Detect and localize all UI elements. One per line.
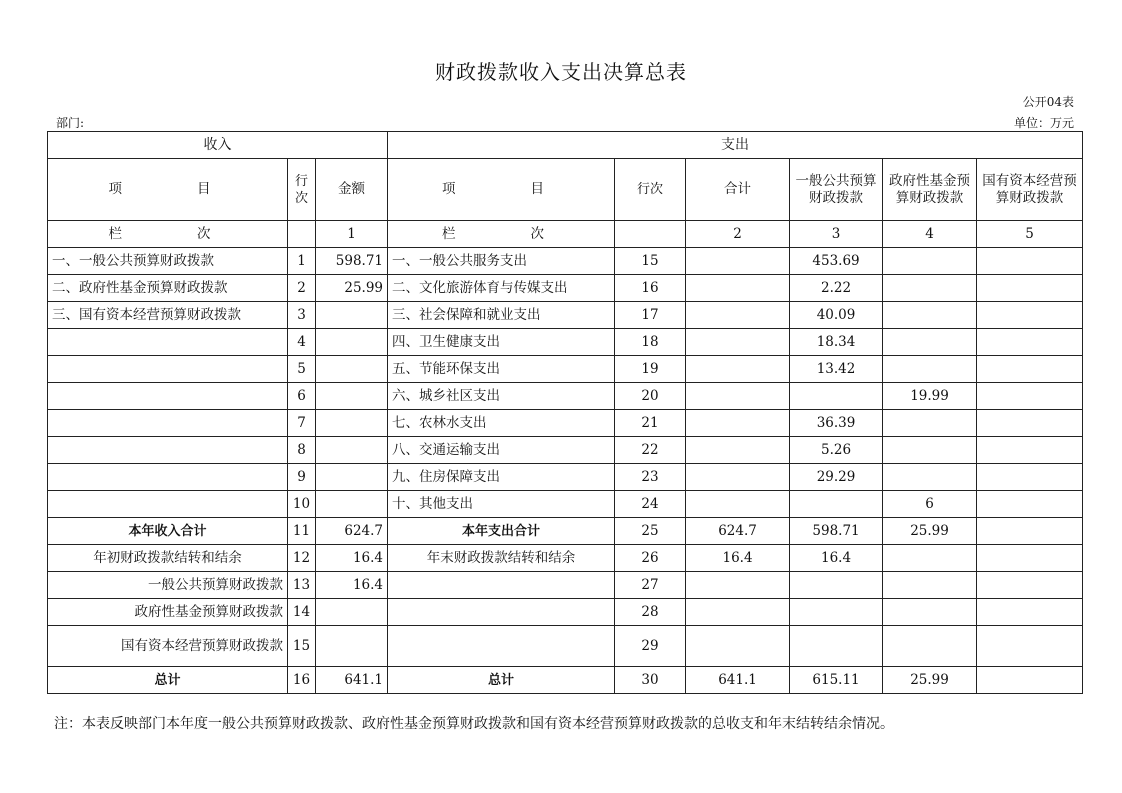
expense-total-cell <box>686 275 790 302</box>
expense-row-no-cell: 22 <box>615 437 686 464</box>
general-budget-cell <box>790 599 883 626</box>
state-capital-cell <box>977 518 1083 545</box>
income-item-cell: 二、政府性基金预算财政拨款 <box>48 275 288 302</box>
expense-item-cell: 总计 <box>388 667 615 694</box>
gov-fund-header: 政府性基金预算财政拨款 <box>883 159 977 221</box>
income-item-cell: 年初财政拨款结转和结余 <box>48 545 288 572</box>
state-capital-cell <box>977 248 1083 275</box>
income-item-header: 项 目 <box>48 159 288 221</box>
header-row-column-numbers <box>48 221 1083 248</box>
state-capital-cell <box>977 329 1083 356</box>
expense-total-cell <box>686 572 790 599</box>
income-amount-cell <box>316 437 388 464</box>
gov-fund-cell <box>883 626 977 667</box>
state-capital-cell <box>977 545 1083 572</box>
expense-total-cell <box>686 464 790 491</box>
expense-row-no-cell: 21 <box>615 410 686 437</box>
income-row-no-cell: 14 <box>288 599 316 626</box>
gov-fund-cell <box>883 329 977 356</box>
income-row-no-header: 行次 <box>288 159 316 221</box>
general-budget-cell: 18.34 <box>790 329 883 356</box>
unit-label: 单位：万元 <box>1013 116 1074 130</box>
income-amount-cell: 25.99 <box>316 275 388 302</box>
state-capital-header: 国有资本经营预算财政拨款 <box>977 159 1083 221</box>
budget-summary-table <box>47 131 1083 694</box>
expense-row-no-cell: 17 <box>615 302 686 329</box>
income-header: 收入 <box>48 132 388 159</box>
general-budget-cell: 453.69 <box>790 248 883 275</box>
table-row <box>48 329 1083 356</box>
income-item-cell: 三、国有资本经营预算财政拨款 <box>48 302 288 329</box>
income-row-no-cell: 3 <box>288 302 316 329</box>
state-capital-cell <box>977 410 1083 437</box>
general-budget-cell: 598.71 <box>790 518 883 545</box>
income-amount-cell: 641.1 <box>316 667 388 694</box>
income-amount-cell <box>316 626 388 667</box>
income-row-no-cell: 2 <box>288 275 316 302</box>
expense-total-cell <box>686 437 790 464</box>
gov-fund-cell: 25.99 <box>883 518 977 545</box>
income-item-cell: 一、一般公共预算财政拨款 <box>48 248 288 275</box>
income-row-no-cell: 6 <box>288 383 316 410</box>
expense-total-cell <box>686 383 790 410</box>
income-column-label: 栏 次 <box>48 221 288 248</box>
gov-fund-cell <box>883 410 977 437</box>
gov-fund-cell <box>883 275 977 302</box>
form-number: 公开04表 <box>1022 95 1074 109</box>
expense-item-cell: 五、节能环保支出 <box>388 356 615 383</box>
expense-total-cell <box>686 356 790 383</box>
expense-item-cell <box>388 572 615 599</box>
income-row-no-cell: 16 <box>288 667 316 694</box>
general-budget-cell <box>790 572 883 599</box>
state-capital-cell <box>977 437 1083 464</box>
gov-fund-cell: 6 <box>883 491 977 518</box>
income-row-no-cell: 10 <box>288 491 316 518</box>
income-row-no-cell: 4 <box>288 329 316 356</box>
state-capital-cell <box>977 491 1083 518</box>
expense-total-cell <box>686 248 790 275</box>
expense-total-cell <box>686 302 790 329</box>
gov-fund-cell <box>883 356 977 383</box>
expense-item-cell: 年末财政拨款结转和结余 <box>388 545 615 572</box>
state-capital-cell <box>977 356 1083 383</box>
expense-row-no-cell: 20 <box>615 383 686 410</box>
column-number-1: 1 <box>316 221 388 248</box>
expense-row-no-cell: 18 <box>615 329 686 356</box>
general-budget-cell: 5.26 <box>790 437 883 464</box>
expense-item-cell: 六、城乡社区支出 <box>388 383 615 410</box>
income-column-no-blank <box>288 221 316 248</box>
income-row-no-cell: 8 <box>288 437 316 464</box>
expense-item-cell: 四、卫生健康支出 <box>388 329 615 356</box>
expense-row-no-cell: 27 <box>615 572 686 599</box>
expense-item-cell: 七、农林水支出 <box>388 410 615 437</box>
expense-row-no-cell: 28 <box>615 599 686 626</box>
income-amount-cell <box>316 383 388 410</box>
income-amount-cell <box>316 491 388 518</box>
income-item-cell <box>48 356 288 383</box>
carry-row <box>48 572 1083 599</box>
gov-fund-cell: 25.99 <box>883 667 977 694</box>
income-row-no-cell: 7 <box>288 410 316 437</box>
state-capital-cell <box>977 302 1083 329</box>
state-capital-cell <box>977 667 1083 694</box>
general-budget-cell <box>790 491 883 518</box>
grand-total-row <box>48 667 1083 694</box>
year-total-row <box>48 518 1083 545</box>
column-number-4: 4 <box>883 221 977 248</box>
expense-item-cell: 三、社会保障和就业支出 <box>388 302 615 329</box>
expense-row-no-cell: 19 <box>615 356 686 383</box>
general-budget-cell: 40.09 <box>790 302 883 329</box>
general-budget-cell: 2.22 <box>790 275 883 302</box>
income-item-cell <box>48 410 288 437</box>
header-row-columns <box>48 159 1083 221</box>
state-capital-cell <box>977 626 1083 667</box>
income-row-no-cell: 11 <box>288 518 316 545</box>
expense-total-cell <box>686 491 790 518</box>
income-amount-cell <box>316 302 388 329</box>
expense-item-header: 项 目 <box>388 159 615 221</box>
expense-row-no-cell: 29 <box>615 626 686 667</box>
income-amount-cell: 624.7 <box>316 518 388 545</box>
table-row <box>48 437 1083 464</box>
table-row <box>48 491 1083 518</box>
expense-total-cell <box>686 626 790 667</box>
expense-column-no-blank <box>615 221 686 248</box>
state-capital-cell <box>977 275 1083 302</box>
state-capital-cell <box>977 572 1083 599</box>
column-number-2: 2 <box>686 221 790 248</box>
expense-item-cell: 八、交通运输支出 <box>388 437 615 464</box>
header-row-sections <box>48 132 1083 159</box>
income-item-cell: 政府性基金预算财政拨款 <box>48 599 288 626</box>
expense-row-no-cell: 16 <box>615 275 686 302</box>
income-item-cell <box>48 437 288 464</box>
expense-row-no-cell: 23 <box>615 464 686 491</box>
expense-total-cell: 16.4 <box>686 545 790 572</box>
income-row-no-cell: 15 <box>288 626 316 667</box>
expense-total-cell <box>686 329 790 356</box>
income-row-no-cell: 5 <box>288 356 316 383</box>
expense-total-cell <box>686 410 790 437</box>
expense-total-header: 合计 <box>686 159 790 221</box>
page-title: 财政拨款收入支出决算总表 <box>435 60 687 84</box>
income-item-cell <box>48 464 288 491</box>
expense-row-no-cell: 24 <box>615 491 686 518</box>
expense-item-cell <box>388 626 615 667</box>
income-amount-cell: 16.4 <box>316 545 388 572</box>
table-row <box>48 248 1083 275</box>
expense-row-no-cell: 26 <box>615 545 686 572</box>
income-amount-cell <box>316 599 388 626</box>
table-row <box>48 302 1083 329</box>
income-row-no-cell: 1 <box>288 248 316 275</box>
carry-row <box>48 545 1083 572</box>
income-amount-cell <box>316 356 388 383</box>
income-item-cell: 一般公共预算财政拨款 <box>48 572 288 599</box>
expense-item-cell <box>388 599 615 626</box>
income-item-cell: 国有资本经营预算财政拨款 <box>48 626 288 667</box>
income-amount-cell: 16.4 <box>316 572 388 599</box>
income-item-cell: 本年收入合计 <box>48 518 288 545</box>
state-capital-cell <box>977 599 1083 626</box>
general-budget-cell: 36.39 <box>790 410 883 437</box>
gov-fund-cell <box>883 545 977 572</box>
income-row-no-cell: 9 <box>288 464 316 491</box>
general-budget-cell: 13.42 <box>790 356 883 383</box>
income-item-cell <box>48 383 288 410</box>
gov-fund-cell <box>883 248 977 275</box>
gov-fund-cell <box>883 572 977 599</box>
income-amount-cell <box>316 410 388 437</box>
general-budget-cell <box>790 383 883 410</box>
income-item-cell <box>48 491 288 518</box>
expense-row-no-cell: 15 <box>615 248 686 275</box>
income-item-cell <box>48 329 288 356</box>
carry-row <box>48 626 1083 667</box>
expense-item-cell: 十、其他支出 <box>388 491 615 518</box>
income-amount-cell: 598.71 <box>316 248 388 275</box>
gov-fund-cell <box>883 599 977 626</box>
column-number-5: 5 <box>977 221 1083 248</box>
expense-row-no-cell: 30 <box>615 667 686 694</box>
income-row-no-cell: 13 <box>288 572 316 599</box>
state-capital-cell <box>977 383 1083 410</box>
expense-header: 支出 <box>388 132 1083 159</box>
general-budget-cell: 615.11 <box>790 667 883 694</box>
general-budget-cell: 29.29 <box>790 464 883 491</box>
table-row <box>48 356 1083 383</box>
income-amount-cell <box>316 329 388 356</box>
expense-item-cell: 本年支出合计 <box>388 518 615 545</box>
expense-row-no-header: 行次 <box>615 159 686 221</box>
income-row-no-cell: 12 <box>288 545 316 572</box>
table-row <box>48 464 1083 491</box>
department-label: 部门: <box>56 116 85 130</box>
expense-total-cell: 624.7 <box>686 518 790 545</box>
gov-fund-cell: 19.99 <box>883 383 977 410</box>
expense-total-cell: 641.1 <box>686 667 790 694</box>
table-row <box>48 410 1083 437</box>
gov-fund-cell <box>883 437 977 464</box>
income-amount-cell <box>316 464 388 491</box>
expense-column-label: 栏 次 <box>388 221 615 248</box>
table-row <box>48 383 1083 410</box>
carry-row <box>48 599 1083 626</box>
general-budget-cell <box>790 626 883 667</box>
expense-item-cell: 九、住房保障支出 <box>388 464 615 491</box>
expense-item-cell: 二、文化旅游体育与传媒支出 <box>388 275 615 302</box>
income-amount-header: 金额 <box>316 159 388 221</box>
state-capital-cell <box>977 464 1083 491</box>
gov-fund-cell <box>883 464 977 491</box>
expense-row-no-cell: 25 <box>615 518 686 545</box>
table-row <box>48 275 1083 302</box>
column-number-3: 3 <box>790 221 883 248</box>
gov-fund-cell <box>883 302 977 329</box>
expense-total-cell <box>686 599 790 626</box>
general-budget-cell: 16.4 <box>790 545 883 572</box>
footnote: 注：本表反映部门本年度一般公共预算财政拨款、政府性基金预算财政拨款和国有资本经营预算财政拨款的总收支和年末结转结余情况。 <box>54 716 894 732</box>
income-item-cell: 总计 <box>48 667 288 694</box>
expense-item-cell: 一、一般公共服务支出 <box>388 248 615 275</box>
general-budget-header: 一般公共预算财政拨款 <box>790 159 883 221</box>
